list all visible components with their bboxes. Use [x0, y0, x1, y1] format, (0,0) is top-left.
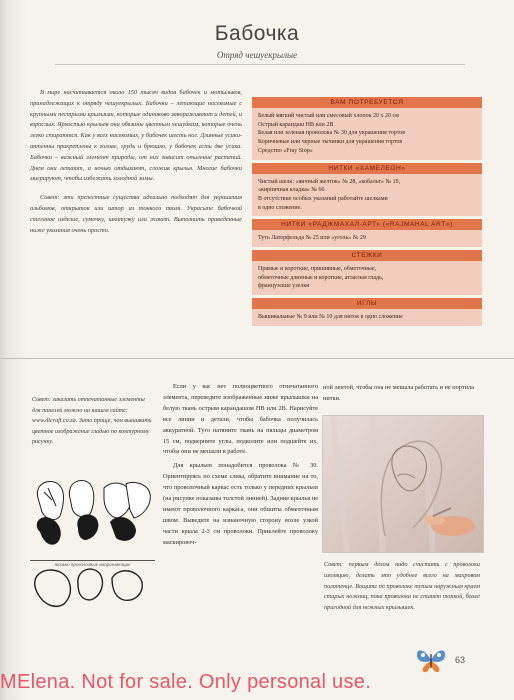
butterfly-wing-outlines-bottom	[35, 569, 143, 606]
diagram-caption: только проволочные направляющие	[30, 560, 155, 568]
needles-line: Вышивальные № 9 или № 10 для ниток в одно сложение	[258, 314, 403, 321]
threads-chameleon-heading: НИТКИ «ХАМЕЛЕОН»	[252, 163, 482, 174]
wing-outline-diagrams	[30, 478, 155, 623]
page-title: Бабочка	[214, 22, 300, 45]
butterfly-wing-outlines-top	[37, 480, 150, 519]
stitches-list	[252, 261, 482, 295]
intro-tip: Совет: эти прелестные существа идеально подходят для украшения альбомов, открыток или штор из тонкого тюля. Украсьте бабочкой стеганое изделие, сумочку, шкатулку или жакет. Выполнить приведенные ниже указания очень просто.	[30, 194, 242, 234]
materials-panel	[252, 97, 482, 326]
threads-line: Туть Латерфельда № 25 или «уголь» № 29	[258, 235, 366, 242]
tip-right: Совет: первым делом надо счистить с проволоки изоляцию, делать это удобнее всего на махровом полотенце. Вощите по проволоке тупым наружным краем старых ножниц, пока проволока не станет тонкой, более пригодной для нежных крылышек.	[324, 561, 480, 612]
butterfly-wing-outlines-mid	[37, 514, 136, 544]
materials-line: Белая или зеленая проволока № 30 для украшения тортов	[258, 130, 406, 137]
threads-line: в одно сложение.	[258, 204, 302, 211]
threads-line: «кирпичная кладка» № 66	[258, 187, 325, 194]
needles-heading: ИГЛЫ	[252, 298, 482, 309]
threads-rajmahal-heading: НИТКИ «РАДЖМАХАЛ-АРТ» («RAJMAHAL ART»)	[252, 219, 482, 230]
materials-line: Острый карандаш НВ или 2В	[258, 121, 334, 128]
page-subtitle: Отряд чешуекрылые	[216, 50, 298, 60]
fabric-hoop-illustration	[323, 416, 483, 552]
threads-chameleon-list	[252, 174, 482, 217]
materials-heading: ВАМ ПОТРЕБУЕТСЯ	[252, 97, 482, 108]
threads-line: В отсутствие особых указаний работайте шелками	[258, 195, 388, 202]
stitches-heading: СТЕЖКИ	[252, 250, 482, 261]
stitches-line: обметочные длинные и короткие, атласная гладь,	[258, 274, 384, 281]
instructions-continued: ной лентой, чтобы она не мешала работать и не портила нитки.	[323, 384, 474, 402]
tip-left: Совет: заказать отпечатанные элементы для панелей можно на нашем сайте: www.dicraft.co.za. Зато проще, чем вышивать цветное изображение гладью по контурному рисунку.	[32, 397, 152, 445]
page-header	[0, 22, 514, 60]
materials-list	[252, 108, 482, 160]
instructions-paragraph: Для крыльев понадобится проволока № 30. Ориентируясь по схеме слева, обратите внимание на то, что проволочный каркас есть только у передних крыльев (на рисунке показаны толстой линией). Задние крылья не имеют проволочного каркаса, они обшиты обметочным швом. Выведите на изнаночную сторону возле узкой части крыла 2-3 см проволоки. Приклейте проволоку маскировоч-	[163, 462, 318, 546]
needles-list	[252, 309, 482, 326]
stitches-line: французские узелки	[258, 283, 310, 290]
intro-paragraph: В мире насчитывается около 150 тысяч видов бабочек и мотыльков, принадлежащих к отряду чешуекрылых. Бабочки – летающие насекомые с крупными пестрыми крыльями, которые одинаково завораживают и детей, и взрослых. Яркостью крыльев они обязаны цветным чешуйкам, которые очень легко стираются. Как у всех насекомых, у бабочек шесть ног. Длинные усики-антенны прикреплены к голове, грудь и брюшко, у бабочек есть две усика. Бабочки – важный элемент природы, от них зависит опыление растений. Днем они летают, а ночью отдыхают, сложив крылья. Многие бабочки мигрируют, чтобы избежать холодной зимы.	[30, 89, 242, 183]
stitches-line: Прямые и короткие, пришивные, обметочные,	[258, 266, 376, 273]
page-number: 63	[455, 655, 466, 665]
instructions-paragraph: Если у вас нет полноцветного отпечатанного элемента, переведите изображенные ниже крылышки на белую ткань острым карандашом НВ или 2В. Нарисуйте все линии и детали, чтобы бабочка получилась аккуратной. Туго натяните ткань на пяльцы диаметром 15 см, подверните углы, подколите или подшейте их, чтобы они не мешали в работе.	[163, 383, 318, 456]
watermark-text: MElena. Not for sale. Only personal use.	[0, 671, 372, 693]
embroidery-photo	[322, 415, 484, 553]
materials-line: Средство «Fray Stop»	[258, 147, 313, 154]
threads-rajmahal-list	[252, 230, 482, 247]
header-divider	[55, 64, 465, 65]
intro-text	[30, 88, 242, 244]
section-divider	[0, 358, 514, 359]
instructions-column	[163, 382, 318, 552]
materials-line: Коричневые или черные тычинки для украшения тортов	[258, 139, 403, 146]
threads-line: Чистый шелк: «яичный желток» № 28, «кобальт» № 19,	[258, 178, 401, 185]
materials-line: Белый мягкий чистый или смесовый хлопок 20 х 20 см	[258, 113, 399, 119]
